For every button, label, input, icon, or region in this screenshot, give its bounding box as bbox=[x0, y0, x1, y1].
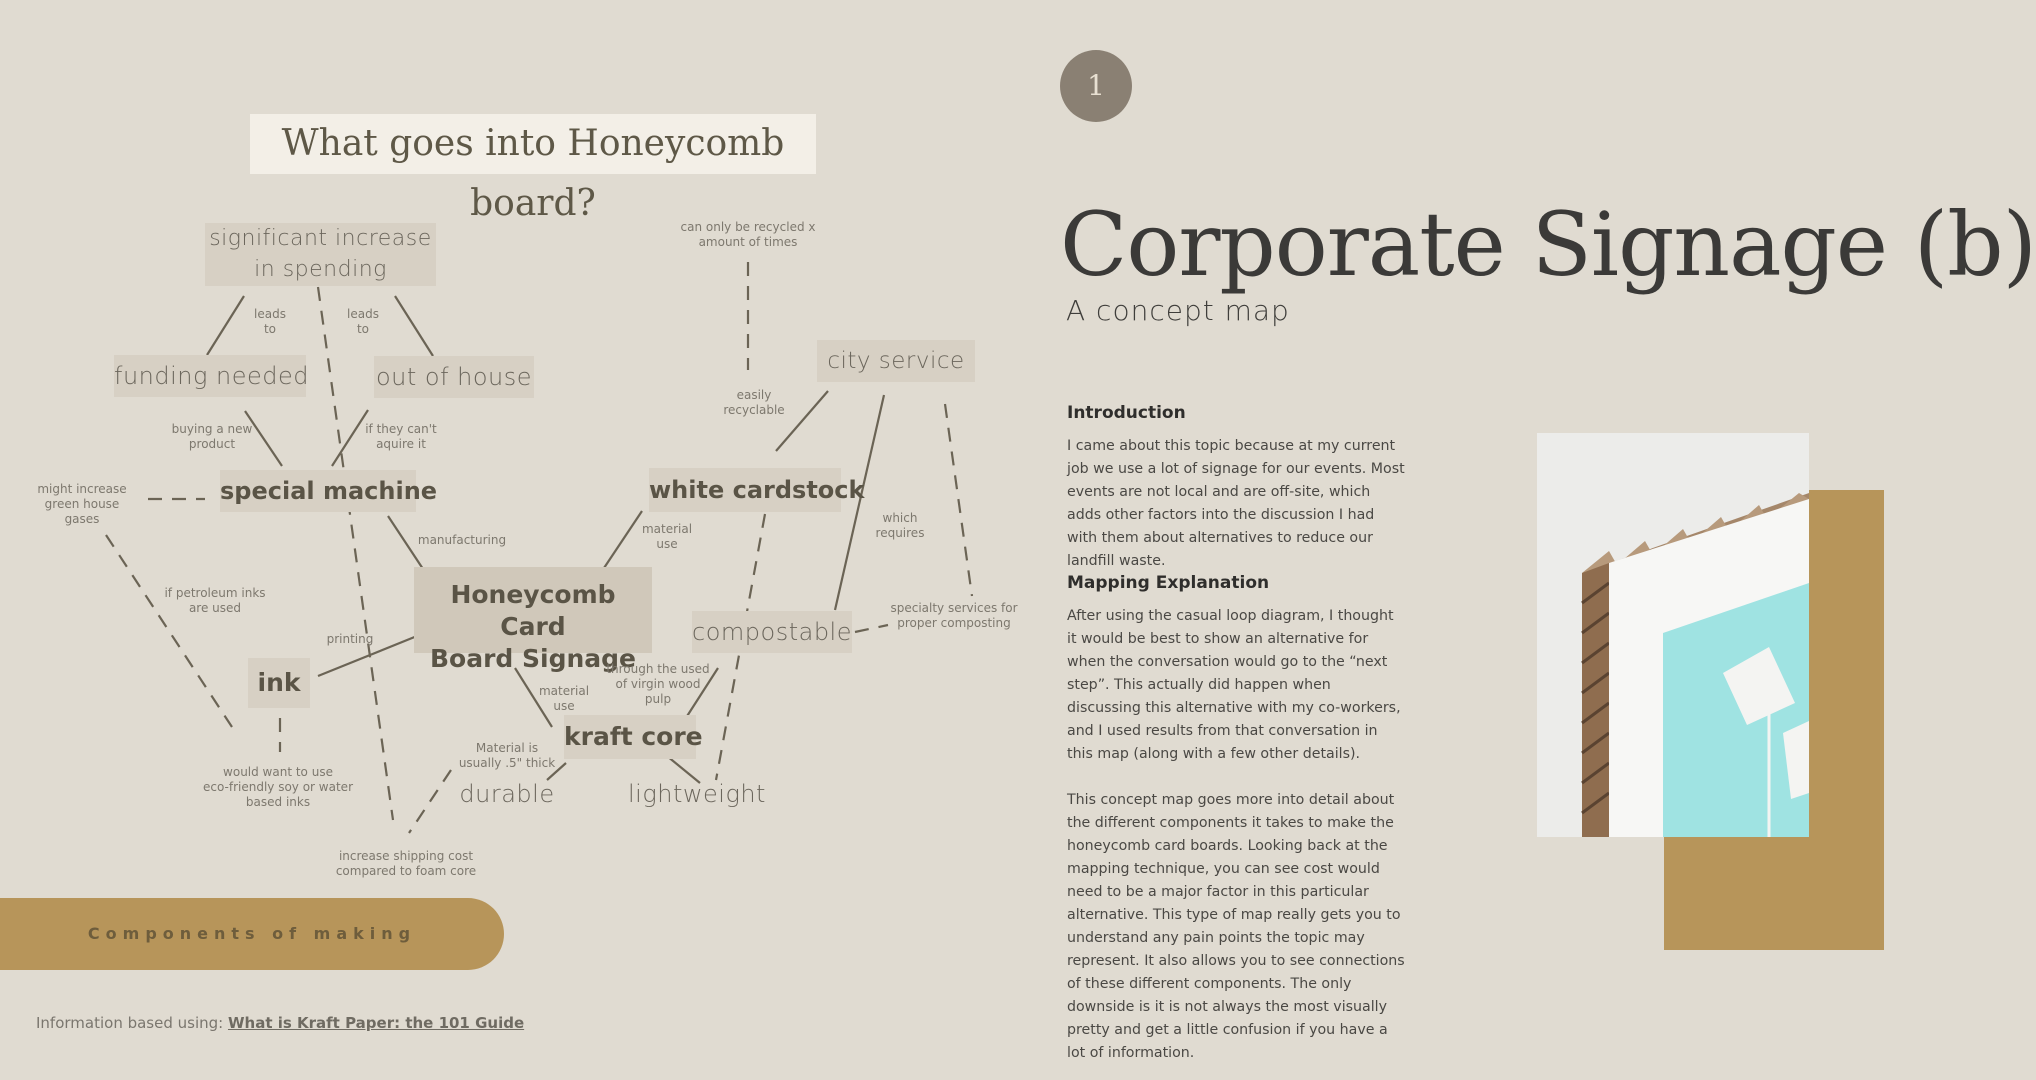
node-compostable: compostable bbox=[692, 611, 852, 653]
slide-number-badge: 1 bbox=[1060, 50, 1132, 122]
mapping-explanation-heading: Mapping Explanation bbox=[1067, 573, 1270, 593]
label-material-thickness: Material is usually .5" thick bbox=[458, 741, 556, 770]
node-significant-increase-in-spending: significant increase in spending bbox=[205, 223, 436, 286]
source-prefix: Information based using: bbox=[36, 1014, 228, 1032]
dashed-line bbox=[106, 535, 232, 727]
page-subtitle: A concept map bbox=[1066, 294, 1290, 327]
introduction-text: I came about this topic because at my current job we use a lot of signage for our events. Most events are not local and are off-site, which adds other factors into the discussion I had with them about alternatives to reduce our landfill waste. bbox=[1067, 438, 1405, 569]
label-leads-to: leads to bbox=[347, 307, 379, 336]
node-funding-needed: funding needed bbox=[114, 355, 306, 397]
label-greenhouse-gases: might increase green house gases bbox=[37, 482, 127, 526]
node-lightweight: lightweight bbox=[628, 780, 766, 808]
label-manufacturing: manufacturing bbox=[417, 533, 507, 547]
label-which-requires: which requires bbox=[875, 511, 925, 540]
introduction-heading: Introduction bbox=[1067, 403, 1186, 423]
label-petroleum-inks: if petroleum inks are used bbox=[164, 586, 266, 615]
node-special-machine: special machine bbox=[220, 470, 416, 512]
node-ink: ink bbox=[248, 658, 310, 708]
source-link[interactable]: What is Kraft Paper: the 101 Guide bbox=[227, 1014, 525, 1032]
question-title: What goes into Honeycomb board? bbox=[250, 114, 816, 174]
label-recycled-limited-times: can only be recycled x amount of times bbox=[680, 220, 816, 249]
node-city-service: city service bbox=[817, 340, 975, 382]
components-of-making-label: Components of making bbox=[87, 924, 417, 943]
honeycomb-board-photo bbox=[1537, 433, 1809, 837]
label-shipping-cost: increase shipping cost compared to foam core bbox=[335, 849, 477, 878]
components-of-making-banner bbox=[0, 898, 504, 970]
label-specialty-composting: specialty services for proper composting bbox=[890, 601, 1018, 630]
label-eco-friendly-inks: would want to use eco-friendly soy or water based inks bbox=[202, 765, 353, 809]
node-white-cardstock: white cardstock bbox=[649, 468, 841, 512]
mapping-explanation-text-1: After using the casual loop diagram, I thought it would be best to show an alternative for when the conversation would go to the “next step”. This actually did happen when discussing this alternative with my co-workers, and I used results from that conversation in this map (along with a few other details). bbox=[1067, 608, 1401, 762]
honeycomb-board-illustration bbox=[1537, 433, 1809, 837]
source-footer bbox=[36, 1014, 524, 1032]
label-leads-to: leads to bbox=[254, 307, 286, 336]
connector-line bbox=[395, 296, 433, 356]
dashed-line bbox=[945, 404, 972, 596]
label-buying-a-new-product: buying a new product bbox=[171, 422, 253, 451]
connector-line bbox=[207, 296, 244, 355]
node-honeycomb-card-board-signage: Honeycomb Card Board Signage bbox=[414, 567, 652, 653]
label-easily-recyclable: easily recyclable bbox=[723, 388, 785, 417]
label-if-cant-acquire: if they can't aquire it bbox=[365, 422, 437, 451]
mapping-explanation-text-2: This concept map goes more into detail about the different components it takes to make the honeycomb card boards. Looking back at the mapping technique, you can see cost would need to be a major factor in this particular alternative. This type of map really gets you to understand any pain points the topic may represent. It also allows you to see connections of these different components. The only downside is it is not always the most visually pretty and get a little confusion if you have a lot of information. bbox=[1067, 792, 1405, 1061]
label-material-use: material use bbox=[641, 522, 693, 551]
label-printing: printing bbox=[326, 632, 374, 646]
node-durable: durable bbox=[459, 780, 555, 808]
label-material-use: material use bbox=[538, 684, 590, 713]
label-virgin-wood-pulp: through the used of virgin wood pulp bbox=[606, 662, 710, 706]
node-out-of-house: out of house bbox=[374, 356, 534, 398]
page-title: Corporate Signage (b) bbox=[1060, 193, 2036, 296]
node-kraft-core: kraft core bbox=[564, 715, 696, 759]
dashed-line bbox=[409, 770, 451, 833]
